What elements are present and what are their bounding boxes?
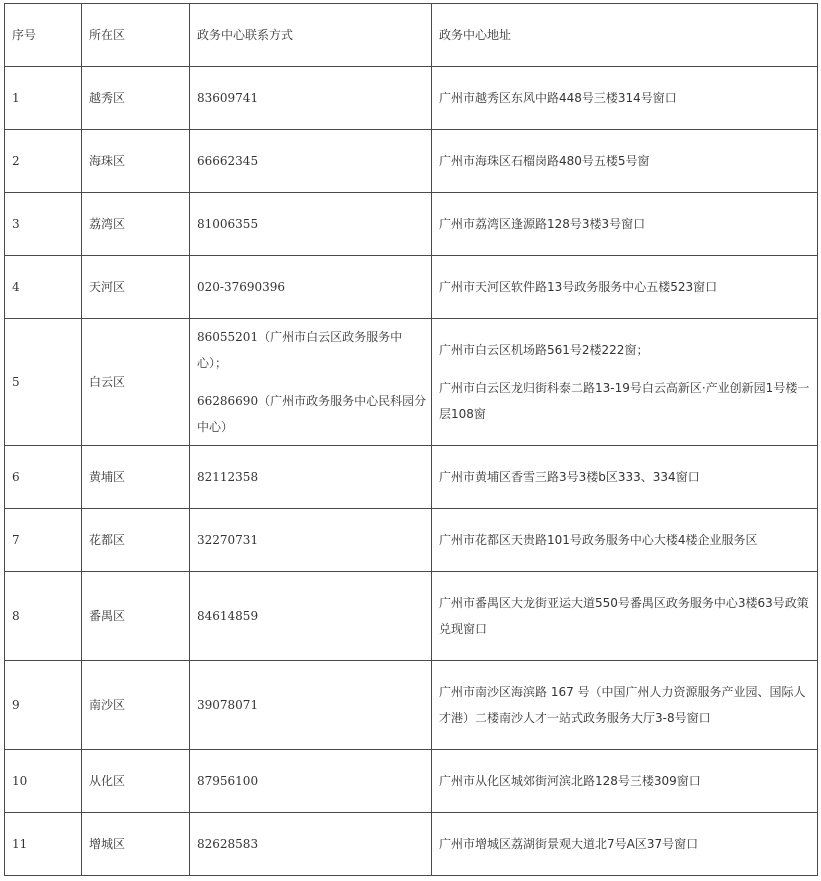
- district-cell: 花都区: [82, 509, 190, 572]
- table-row: [5, 67, 818, 130]
- address-line: 广州市增城区荔湖街景观大道北7号A区37号窗口: [439, 837, 699, 851]
- address-line: 广州市天河区软件路13号政务服务中心五楼523窗口: [439, 280, 718, 294]
- district-service-center-table: [4, 3, 818, 876]
- contact-cell: [190, 509, 432, 572]
- table-row: [5, 446, 818, 509]
- address-line: 广州市白云区机场路561号2楼222窗；: [439, 343, 649, 357]
- table-body: [5, 67, 818, 876]
- contact-line: 39078071: [197, 698, 259, 712]
- district-cell: 天河区: [82, 256, 190, 319]
- row-number-cell: 6: [5, 446, 82, 509]
- row-number-cell: 8: [5, 572, 82, 661]
- row-number-cell: 1: [5, 67, 82, 130]
- contact-cell: [190, 572, 432, 661]
- address-line: 广州市花都区天贵路101号政务服务中心大楼4楼企业服务区: [439, 533, 758, 547]
- row-number-cell: 7: [5, 509, 82, 572]
- header-cell-contact: 政务中心联系方式: [190, 4, 432, 67]
- address-cell: [432, 813, 818, 876]
- district-cell: 从化区: [82, 750, 190, 813]
- contact-line: 66662345: [197, 154, 259, 168]
- row-number-cell: 5: [5, 319, 82, 446]
- district-cell: 海珠区: [82, 130, 190, 193]
- table-header-row: [5, 4, 818, 67]
- address-cell: [432, 193, 818, 256]
- address-line: 广州市番禺区大龙街亚运大道550号番禺区政务服务中心3楼63号政策兑现窗口: [439, 596, 809, 636]
- row-number-cell: 10: [5, 750, 82, 813]
- contact-cell: [190, 67, 432, 130]
- contact-line: 84614859: [197, 609, 259, 623]
- contact-cell: [190, 750, 432, 813]
- district-cell: 白云区: [82, 319, 190, 446]
- address-line: 广州市黄埔区香雪三路3号3楼b区333、334窗口: [439, 470, 700, 484]
- contact-line: 83609741: [197, 91, 259, 105]
- table-row: [5, 572, 818, 661]
- header-cell-district: 所在区: [82, 4, 190, 67]
- contact-line: 87956100: [197, 774, 259, 788]
- district-cell: 增城区: [82, 813, 190, 876]
- address-line: 广州市荔湾区逢源路128号3楼3号窗口: [439, 217, 646, 231]
- header-cell-address: 政务中心地址: [432, 4, 818, 67]
- contact-line: 32270731: [197, 533, 259, 547]
- line-gap: [439, 363, 817, 375]
- table-row: [5, 319, 818, 446]
- address-cell: [432, 750, 818, 813]
- contact-cell: [190, 193, 432, 256]
- district-cell: 黄埔区: [82, 446, 190, 509]
- contact-cell: [190, 319, 432, 446]
- address-cell: [432, 256, 818, 319]
- row-number-cell: 2: [5, 130, 82, 193]
- address-cell: [432, 661, 818, 750]
- district-cell: 番禺区: [82, 572, 190, 661]
- address-cell: [432, 319, 818, 446]
- contact-cell: [190, 813, 432, 876]
- contact-cell: [190, 256, 432, 319]
- contact-line: 66286690（广州市政务服务中心民科园分中心）: [197, 394, 427, 434]
- address-cell: [432, 509, 818, 572]
- line-gap: [197, 376, 431, 388]
- address-line: 广州市海珠区石榴岗路480号五楼5号窗: [439, 154, 650, 168]
- contact-cell: [190, 130, 432, 193]
- contact-cell: [190, 661, 432, 750]
- address-cell: [432, 446, 818, 509]
- address-cell: [432, 572, 818, 661]
- contact-line: 82628583: [197, 837, 259, 851]
- table-row: [5, 509, 818, 572]
- district-cell: 越秀区: [82, 67, 190, 130]
- table-row: [5, 813, 818, 876]
- district-cell: 南沙区: [82, 661, 190, 750]
- table-row: [5, 750, 818, 813]
- contact-cell: [190, 446, 432, 509]
- address-line: 广州市南沙区海滨路 167 号（中国广州人力资源服务产业园、国际人才港）二楼南沙人才一站式政务服务大厅3-8号窗口: [439, 685, 806, 725]
- address-cell: [432, 130, 818, 193]
- header-cell-no: 序号: [5, 4, 82, 67]
- table-row: [5, 130, 818, 193]
- table-row: [5, 661, 818, 750]
- address-cell: [432, 67, 818, 130]
- contact-line: 81006355: [197, 217, 259, 231]
- row-number-cell: 9: [5, 661, 82, 750]
- row-number-cell: 3: [5, 193, 82, 256]
- district-cell: 荔湾区: [82, 193, 190, 256]
- table-row: [5, 256, 818, 319]
- row-number-cell: 11: [5, 813, 82, 876]
- address-line: 广州市从化区城郊街河滨北路128号三楼309窗口: [439, 774, 701, 788]
- table-row: [5, 193, 818, 256]
- address-line: 广州市越秀区东风中路448号三楼314号窗口: [439, 91, 677, 105]
- contact-line: 86055201（广州市白云区政务服务中心）；: [197, 330, 403, 370]
- row-number-cell: 4: [5, 256, 82, 319]
- contact-line: 82112358: [197, 470, 259, 484]
- address-line: 广州市白云区龙归街科泰二路13-19号白云高新区·产业创新园1号楼一层108窗: [439, 381, 810, 421]
- contact-line: 020-37690396: [197, 280, 286, 294]
